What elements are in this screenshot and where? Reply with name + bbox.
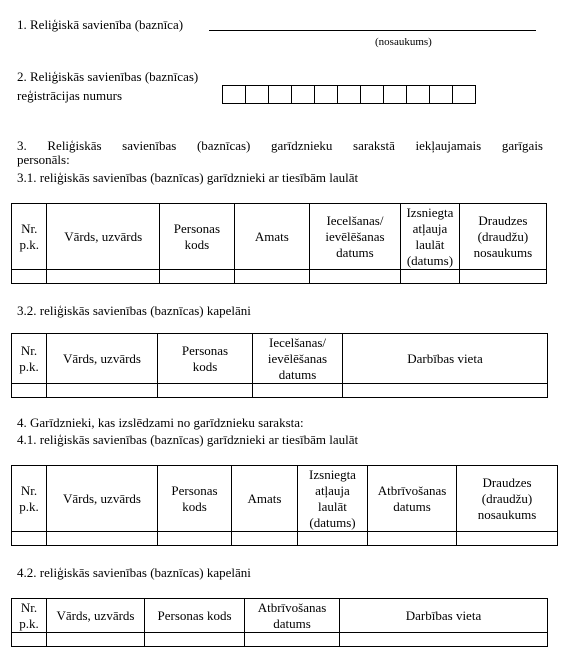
entry-cell[interactable]: [253, 384, 343, 398]
entry-cell[interactable]: [232, 532, 298, 546]
header-cell: Atbrīvošanas datums: [368, 466, 457, 532]
entry-cell[interactable]: [12, 270, 47, 284]
registration-digit-box[interactable]: [269, 86, 292, 103]
header-cell: Atbrīvošanas datums: [245, 599, 340, 633]
entry-cell[interactable]: [159, 270, 234, 284]
registration-digit-box[interactable]: [407, 86, 430, 103]
section4-2-title: 4.2. reliģiskās savienības (baznīcas) kapelāni: [17, 565, 251, 580]
church-name-hint: (nosaukums): [375, 36, 432, 48]
header-cell: Personas kods: [158, 334, 253, 384]
table-row: [12, 270, 547, 284]
table-3-1-clergy-with-marriage-rights: [11, 203, 547, 284]
registration-digit-box[interactable]: [430, 86, 453, 103]
header-cell: Vārds, uzvārds: [47, 334, 158, 384]
entry-cell[interactable]: [12, 384, 47, 398]
header-cell: Vārds, uzvārds: [47, 204, 159, 270]
header-cell: Amats: [232, 466, 298, 532]
header-cell: Iecelšanas/ ievēlēšanas datums: [253, 334, 343, 384]
entry-cell[interactable]: [12, 633, 47, 647]
table-row: [12, 633, 548, 647]
section3-title-line1: 3. Reliģiskās savienības (baznīcas) garīdznieku sarakstā iekļaujamais garīgais: [17, 138, 543, 153]
registration-digit-box[interactable]: [223, 86, 246, 103]
header-cell: Nr. p.k.: [12, 599, 47, 633]
section3-title-line2: personāls:: [17, 152, 70, 167]
entry-cell[interactable]: [298, 532, 368, 546]
header-cell: Izsniegta atļauja laulāt (datums): [298, 466, 368, 532]
section2-label-line2: reģistrācijas numurs: [17, 88, 123, 103]
registration-number-boxes[interactable]: [222, 85, 476, 104]
entry-cell[interactable]: [158, 384, 253, 398]
entry-cell[interactable]: [145, 633, 245, 647]
registration-digit-box[interactable]: [292, 86, 315, 103]
registration-digit-box[interactable]: [453, 86, 475, 103]
header-cell: Iecelšanas/ ievēlēšanas datums: [309, 204, 400, 270]
entry-cell[interactable]: [245, 633, 340, 647]
section4-title: 4. Garīdznieki, kas izslēdzami no garīdznieku saraksta:: [17, 415, 304, 430]
header-cell: Vārds, uzvārds: [47, 466, 158, 532]
entry-cell[interactable]: [309, 270, 400, 284]
header-cell: Vārds, uzvārds: [47, 599, 145, 633]
church-name-field[interactable]: [209, 30, 536, 31]
entry-cell[interactable]: [340, 633, 548, 647]
table-row: [12, 532, 558, 546]
entry-cell[interactable]: [368, 532, 457, 546]
header-cell: Nr. p.k.: [12, 334, 47, 384]
registration-digit-box[interactable]: [361, 86, 384, 103]
header-cell: Darbības vieta: [343, 334, 548, 384]
entry-cell[interactable]: [457, 532, 558, 546]
table-row: [12, 384, 548, 398]
header-cell: Draudzes (draudžu) nosaukums: [459, 204, 546, 270]
header-cell: Amats: [234, 204, 309, 270]
entry-cell[interactable]: [401, 270, 460, 284]
header-cell: Izsniegta atļauja laulāt (datums): [401, 204, 460, 270]
section2-label-line1: 2. Reliģiskās savienības (baznīcas): [17, 69, 199, 84]
header-cell: Draudzes (draudžu) nosaukums: [457, 466, 558, 532]
registration-digit-box[interactable]: [315, 86, 338, 103]
entry-cell[interactable]: [459, 270, 546, 284]
table-3-2-chaplains: [11, 333, 548, 398]
entry-cell[interactable]: [12, 532, 47, 546]
registration-digit-box[interactable]: [338, 86, 361, 103]
entry-cell[interactable]: [234, 270, 309, 284]
header-cell: Darbības vieta: [340, 599, 548, 633]
entry-cell[interactable]: [47, 270, 159, 284]
section3-1-title: 3.1. reliģiskās savienības (baznīcas) garīdznieki ar tiesībām laulāt: [17, 170, 359, 185]
table-4-2-excluded-chaplains: [11, 598, 548, 647]
registration-digit-box[interactable]: [246, 86, 269, 103]
section4-1-title: 4.1. reliģiskās savienības (baznīcas) garīdznieki ar tiesībām laulāt: [17, 432, 359, 447]
section3-2-title: 3.2. reliģiskās savienības (baznīcas) kapelāni: [17, 303, 251, 318]
section1-label: 1. Reliģiskā savienība (baznīca): [17, 17, 184, 32]
header-cell: Personas kods: [159, 204, 234, 270]
header-cell: Personas kods: [158, 466, 232, 532]
registration-digit-box[interactable]: [384, 86, 407, 103]
header-cell: Nr. p.k.: [12, 204, 47, 270]
header-cell: Nr. p.k.: [12, 466, 47, 532]
entry-cell[interactable]: [343, 384, 548, 398]
entry-cell[interactable]: [47, 384, 158, 398]
table-4-1-excluded-clergy-with-marriage-rights: [11, 465, 558, 546]
entry-cell[interactable]: [47, 633, 145, 647]
entry-cell[interactable]: [158, 532, 232, 546]
entry-cell[interactable]: [47, 532, 158, 546]
header-cell: Personas kods: [145, 599, 245, 633]
